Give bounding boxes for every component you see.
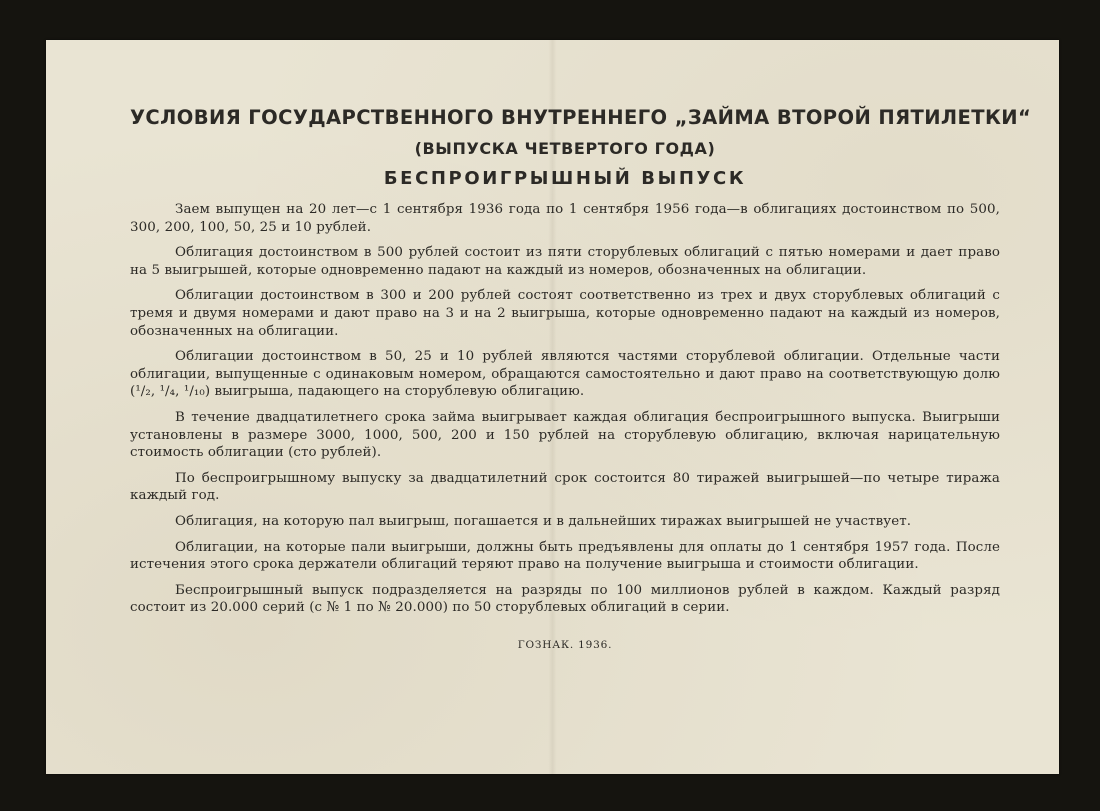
paragraph-term-period: Заем выпущен на 20 лет—с 1 сентября 1936 года по 1 сентября 1956 года—в облигациях достоинством по 500, 300, 200, 100, 50, 25 и 10 рублей.	[130, 202, 1000, 235]
paragraph-categories: Беспроигрышный выпуск подразделяется на разряды по 100 миллионов рублей в каждом. Каждый разряд состоит из 20.000 серий (с № 1 по № 20.000) по 50 сторублевых облигаций в серии.	[130, 582, 1000, 616]
paragraph-500-rub: Облигация достоинством в 500 рублей состоит из пяти сторублевых облигаций с пятью номерами и дает право на 5 выигрышей, которые одновременно падают на каждый из номеров, обозначенных на облигации.	[130, 245, 1000, 278]
paragraph-prizes: В течение двадцатилетнего срока займа выигрывает каждая облигация беспроигрышного выпуска. Выигрыши установлены в размере 3000, 1000, 500, 200 и 150 рублей на сторублевую облигацию, включая нарицательную стоимость облигации (сто рублей).	[130, 409, 1000, 461]
paragraph-300-200-rub: Облигации достоинством в 300 и 200 рублей состоят соответственно из трех и двух сторублевых облигаций с тремя и двумя номерами и дают право на 3 и на 2 выигрыша, которые одновременно падают на каждый из номеров, обозначенных на облигации.	[130, 288, 1000, 339]
paragraph-deadline: Облигации, на которые пали выигрыши, должны быть предъявлены для оплаты до 1 сентября 1957 года. После истечения этого срока держатели облигаций теряют право на получение выигрыша и стоимости облигации.	[130, 539, 1000, 573]
printer-imprint: ГОЗНАК. 1936.	[517, 638, 613, 651]
paragraph-fractional-bonds: Облигации достоинством в 50, 25 и 10 рублей являются частями сторублевой облигации. Отдельные части облигации, выпущенные с одинаковым номером, обращаются самостоятельно и дают право на соответствующую долю (¹/₂, ¹/₄, ¹/₁₀) выигрыша, падающего на сторублевую облигацию.	[130, 349, 1000, 400]
bond-reverse-sheet	[46, 40, 1059, 774]
issue-heading: БЕСПРОИГРЫШНЫЙ ВЫПУСК	[383, 168, 747, 189]
paragraph-draws: По беспроигрышному выпуску за двадцатилетний срок состоится 80 тиражей выигрышей—по четыре тиража каждый год.	[130, 470, 1000, 504]
terms-paragraphs	[130, 201, 1000, 617]
document-subtitle: (ВЫПУСКА ЧЕТВЕРТОГО ГОДА)	[414, 139, 716, 158]
paragraph-redemption: Облигация, на которую пал выигрыш, погашается и в дальнейших тиражах выигрышей не участвует.	[175, 513, 912, 529]
document-content	[130, 106, 1032, 651]
document-title: УСЛОВИЯ ГОСУДАРСТВЕННОГО ВНУТРЕННЕГО „ЗАЙМА ВТОРОЙ ПЯТИЛЕТКИ“	[130, 106, 1032, 129]
